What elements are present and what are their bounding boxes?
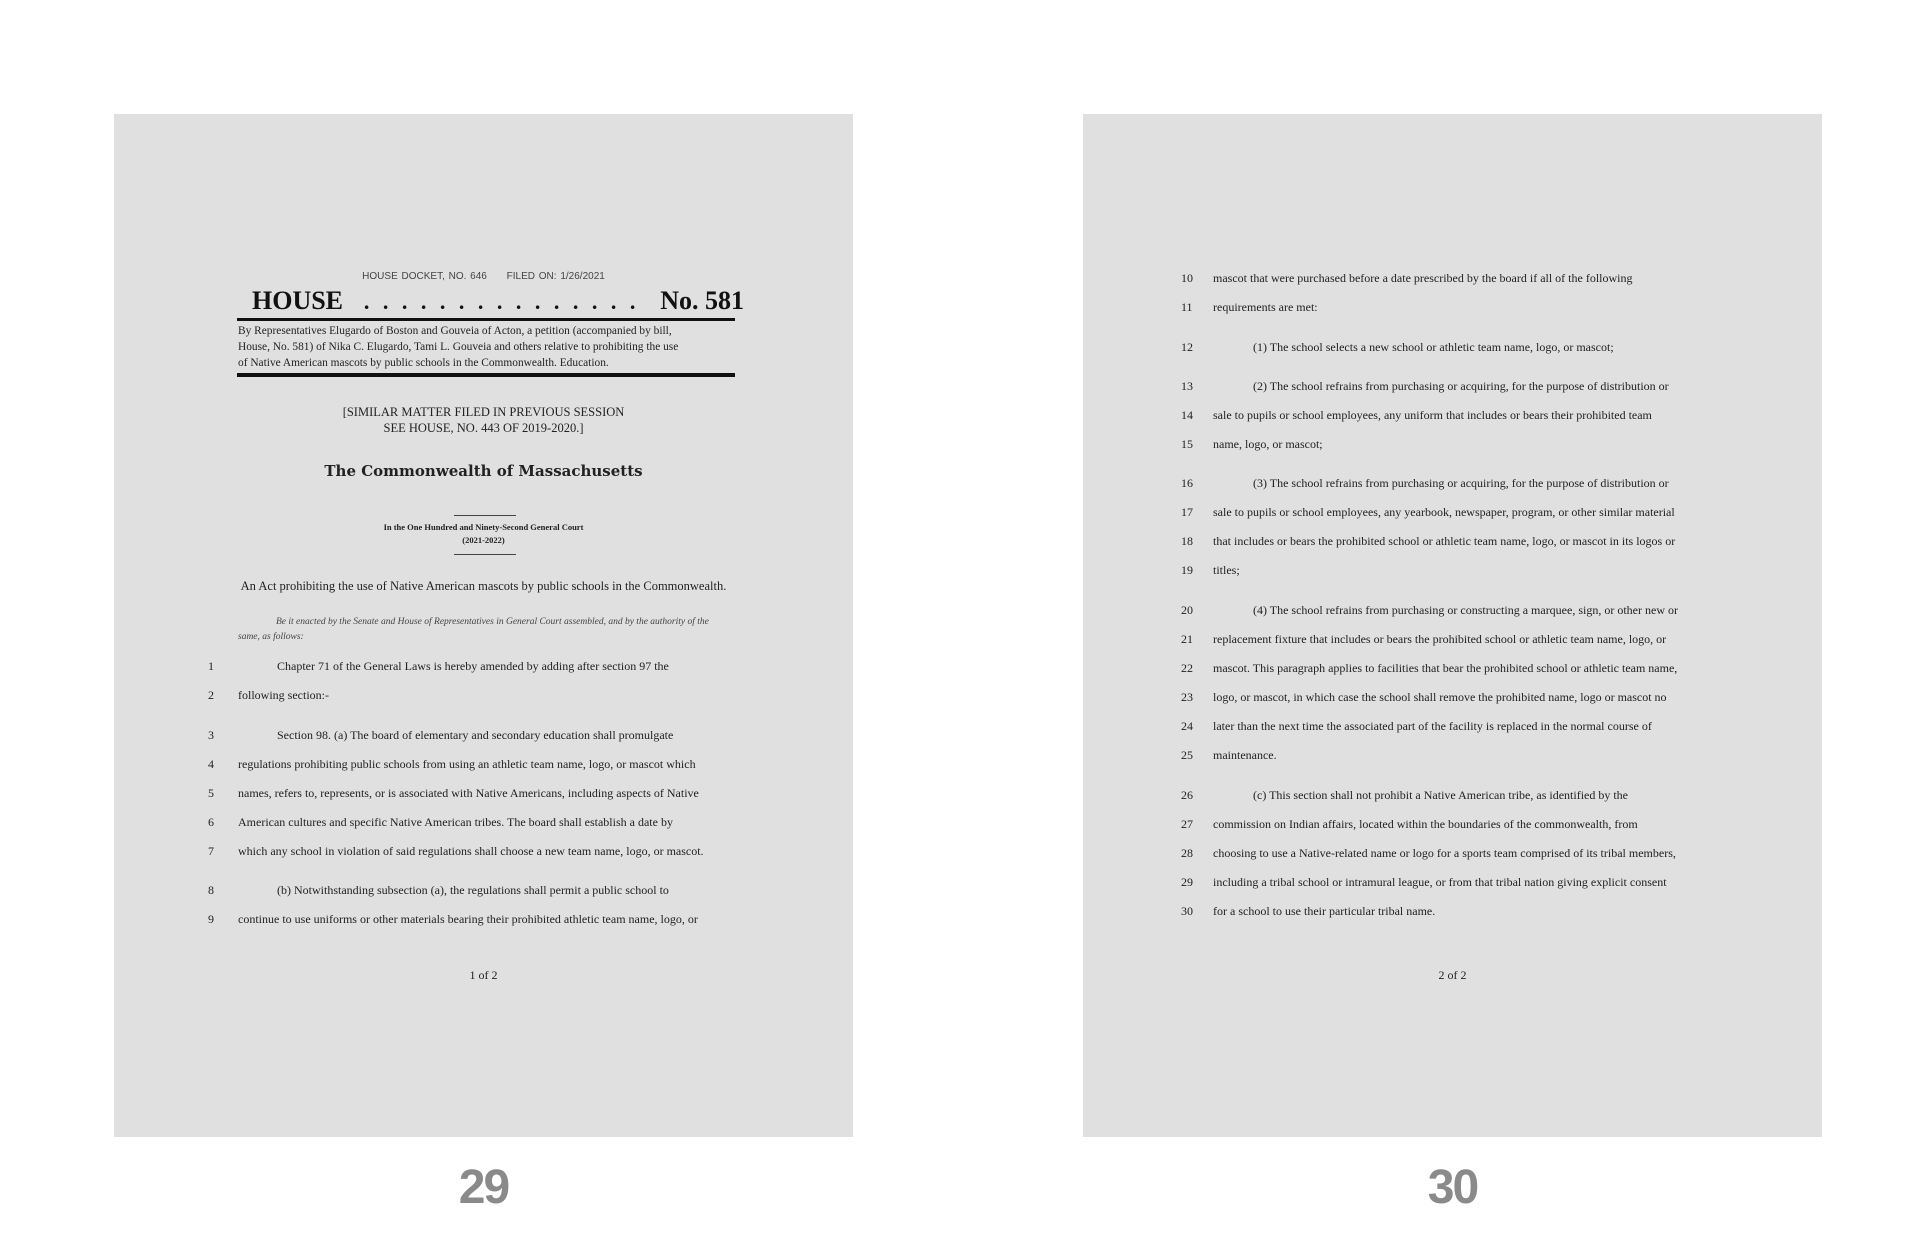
court-line: In the One Hundred and Ninety-Second General Court: [383, 522, 584, 532]
petition-line: By Representatives Elugardo of Boston and Gouveia of Acton, a petition (accompanied by bill,: [238, 325, 672, 337]
numbered-line: [114, 688, 853, 706]
line-number: 25: [1181, 748, 1193, 762]
line-number: 15: [1181, 437, 1193, 451]
line-number: 8: [208, 883, 214, 897]
line-text: Section 98. (a) The board of elementary and secondary education shall promulgate: [277, 728, 674, 742]
line-text: which any school in violation of said regulations shall choose a new team name, logo, or mascot.: [238, 844, 704, 858]
numbered-line: [1083, 748, 1822, 766]
line-text: for a school to use their particular tribal name.: [1213, 904, 1436, 918]
line-text: sale to pupils or school employees, any uniform that includes or bears their prohibited team: [1213, 408, 1652, 422]
line-text: (c) This section shall not prohibit a Native American tribe, as identified by the: [1253, 788, 1629, 802]
line-text: names, refers to, represents, or is associated with Native Americans, including aspects of Native: [238, 786, 699, 800]
numbered-line: [1083, 379, 1822, 397]
docket-line: [114, 271, 853, 282]
line-text: sale to pupils or school employees, any yearbook, newspaper, program, or other similar material: [1213, 505, 1675, 519]
numbered-line: [1083, 904, 1822, 922]
line-number: 3: [208, 728, 214, 742]
document-page-left: [114, 114, 853, 1137]
numbered-line: [1083, 437, 1822, 455]
numbered-line: [1083, 505, 1822, 523]
page-footer: 1 of 2: [469, 968, 498, 982]
line-number: 21: [1181, 632, 1193, 646]
line-number: 24: [1181, 719, 1193, 733]
page-footer: 2 of 2: [1438, 968, 1467, 982]
numbered-line: [1083, 846, 1822, 864]
numbered-line: [1083, 661, 1822, 679]
line-number: 28: [1181, 846, 1193, 860]
general-court: [114, 521, 853, 547]
document-page-right: [1083, 114, 1822, 1137]
numbered-line: [1083, 408, 1822, 426]
line-text: replacement fixture that includes or bears the prohibited school or athletic team name, logo, or: [1213, 632, 1667, 646]
numbered-line: [114, 728, 853, 746]
numbered-line: [114, 757, 853, 775]
numbered-line: [1083, 271, 1822, 289]
line-number: 1: [208, 659, 214, 673]
line-number: 9: [208, 912, 214, 926]
numbered-line: [1083, 875, 1822, 893]
line-text: choosing to use a Native-related name or logo for a sports team comprised of its tribal members,: [1213, 846, 1676, 860]
line-text: titles;: [1213, 563, 1240, 577]
heading-dots: . . . . . . . . . . . . . . .: [363, 289, 640, 314]
spread-page-number-right: 30: [1427, 1161, 1478, 1214]
similar-line: [SIMILAR MATTER FILED IN PREVIOUS SESSION: [342, 405, 625, 419]
line-number: 2: [208, 688, 214, 702]
line-number: 14: [1181, 408, 1193, 422]
similar-line: SEE HOUSE, NO. 443 OF 2019-2020.]: [383, 421, 584, 435]
commonwealth-title: The Commonwealth of Massachusetts: [324, 462, 643, 480]
line-text: mascot that were purchased before a date prescribed by the board if all of the following: [1213, 271, 1633, 285]
court-rule-top: [454, 515, 516, 516]
petition-line: of Native American mascots by public schools in the Commonwealth. Education.: [238, 357, 609, 369]
petition-text: [238, 323, 732, 371]
enacting-clause: Be it enacted by the Senate and House of Representatives in General Court assembled, and by the authority of the same, as follows:: [238, 617, 709, 642]
line-number: 4: [208, 757, 214, 771]
bill-number: No. 581: [660, 286, 744, 315]
heading-rule-top: [237, 318, 735, 321]
numbered-line: [1083, 788, 1822, 806]
petition-line: House, No. 581) of Nika C. Elugardo, Tami L. Gouveia and others relative to prohibiting the use: [238, 341, 679, 353]
line-number: 26: [1181, 788, 1193, 802]
house-word: HOUSE: [252, 286, 344, 315]
line-number: 13: [1181, 379, 1193, 393]
similar-matter-note: [114, 404, 853, 436]
line-text: mascot. This paragraph applies to facilities that bear the prohibited school or athletic team name,: [1213, 661, 1678, 675]
line-number: 22: [1181, 661, 1193, 675]
line-text: continue to use uniforms or other materials bearing their prohibited athletic team name, logo, or: [238, 912, 698, 926]
line-number: 18: [1181, 534, 1193, 548]
line-text: (2) The school refrains from purchasing or acquiring, for the purpose of distribution or: [1253, 379, 1669, 393]
line-number: 16: [1181, 476, 1193, 490]
line-text: (3) The school refrains from purchasing or acquiring, for the purpose of distribution or: [1253, 476, 1669, 490]
line-number: 20: [1181, 603, 1193, 617]
numbered-line: [114, 659, 853, 677]
court-line: (2021-2022): [462, 535, 505, 545]
numbered-line: [114, 912, 853, 930]
line-text: Chapter 71 of the General Laws is hereby amended by adding after section 97 the: [277, 659, 669, 673]
numbered-line: [1083, 476, 1822, 494]
line-text: including a tribal school or intramural league, or from that tribal nation giving explicit consent: [1213, 875, 1667, 889]
line-text: American cultures and specific Native American tribes. The board shall establish a date by: [238, 815, 673, 829]
line-number: 17: [1181, 505, 1193, 519]
line-text: requirements are met:: [1213, 300, 1318, 314]
line-text: that includes or bears the prohibited school or athletic team name, logo, or mascot in its logos or: [1213, 534, 1676, 548]
spread-page-number-left: 29: [458, 1161, 509, 1214]
line-text: (b) Notwithstanding subsection (a), the regulations shall permit a public school to: [277, 883, 669, 897]
numbered-line: [1083, 340, 1822, 358]
line-number: 5: [208, 786, 214, 800]
line-text: (1) The school selects a new school or athletic team name, logo, or mascot;: [1253, 340, 1614, 354]
line-text: name, logo, or mascot;: [1213, 437, 1323, 451]
line-number: 12: [1181, 340, 1193, 354]
numbered-line: [1083, 719, 1822, 737]
numbered-line: [1083, 300, 1822, 318]
filed-date: FILED ON: 1/26/2021: [506, 271, 605, 282]
line-number: 10: [1181, 271, 1193, 285]
line-number: 27: [1181, 817, 1193, 831]
numbered-line: [1083, 603, 1822, 621]
line-number: 30: [1181, 904, 1193, 918]
numbered-line: [1083, 563, 1822, 581]
line-text: (4) The school refrains from purchasing or constructing a marquee, sign, or other new or: [1253, 603, 1678, 617]
numbered-line: [114, 844, 853, 862]
numbered-line: [1083, 817, 1822, 835]
line-text: maintenance.: [1213, 748, 1277, 762]
line-number: 29: [1181, 875, 1193, 889]
line-text: later than the next time the associated part of the facility is replaced in the normal course of: [1213, 719, 1652, 733]
line-text: logo, or mascot, in which case the school shall remove the prohibited name, logo or mascot no: [1213, 690, 1667, 704]
numbered-line: [1083, 632, 1822, 650]
docket-number: HOUSE DOCKET, NO. 646: [362, 271, 487, 282]
line-number: 6: [208, 815, 214, 829]
act-title: An Act prohibiting the use of Native American mascots by public schools in the Commonwealth.: [240, 579, 727, 593]
house-bill-heading: [252, 286, 744, 320]
court-rule-bottom: [454, 554, 516, 555]
numbered-line: [114, 883, 853, 901]
heading-rule-bottom: [237, 373, 735, 377]
line-text: following section:-: [238, 688, 329, 702]
numbered-line: [114, 786, 853, 804]
line-text: regulations prohibiting public schools from using an athletic team name, logo, or mascot which: [238, 757, 696, 771]
line-number: 19: [1181, 563, 1193, 577]
line-number: 11: [1181, 300, 1193, 314]
line-text: commission on Indian affairs, located within the boundaries of the commonwealth, from: [1213, 817, 1638, 831]
line-number: 23: [1181, 690, 1193, 704]
numbered-line: [1083, 690, 1822, 708]
line-number: 7: [208, 844, 214, 858]
numbered-line: [114, 815, 853, 833]
numbered-line: [1083, 534, 1822, 552]
